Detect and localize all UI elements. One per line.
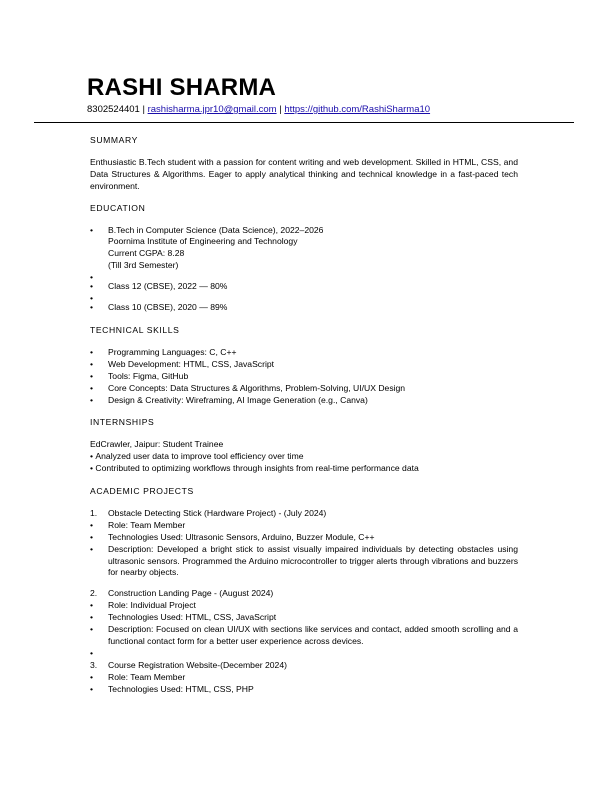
education-list [90,225,518,314]
cgpa: Current CGPA: 8.28 [108,248,185,259]
project-role: • Role: Individual Project [90,600,518,612]
resume-body [90,135,518,696]
semester-note: (Till 3rd Semester) [108,260,179,271]
project-role: • Role: Team Member [90,672,518,684]
section-heading-projects: ACADEMIC PROJECTS [90,486,194,497]
internship-title: EdCrawler, Jaipur: Student Trainee [90,439,224,450]
institute-name: Poornima Institute of Engineering and Technology [108,236,298,247]
project-details [90,600,518,660]
education-degree [90,225,518,273]
spacer [90,475,518,486]
empty-bullet [90,648,518,660]
skills-list [90,347,518,407]
project-title [90,508,518,520]
project-tech: • Technologies Used: HTML, CSS, PHP [90,684,518,696]
degree-title: • B.Tech in Computer Science (Data Science), 2022–2026 [108,224,324,235]
header-divider [34,122,574,123]
skill-item: • Web Development: HTML, CSS, JavaScript [90,359,518,371]
project-tech: • Technologies Used: Ultrasonic Sensors, Arduino, Buzzer Module, C++ [90,532,518,544]
project-title-text: Construction Landing Page - (August 2024) [108,588,274,599]
internship-points [90,451,518,475]
project-description: • Description: Focused on clean UI/UX with sections like services and contact, added smooth scrolling and a functional contact form for a better user experience across devices. [90,624,518,648]
education-class12: • Class 12 (CBSE), 2022 — 80% [90,281,518,293]
skill-item: • Programming Languages: C, C++ [90,347,518,359]
spacer [90,579,518,588]
project-details [90,520,518,580]
project-number: 3. [90,659,98,670]
project-role: • Role: Team Member [90,520,518,532]
summary-text: Enthusiastic B.Tech student with a passion for content writing and web development. Skilled in HTML, CSS, and Data Structures & Algorithms. Eager to apply analytical thinking and technical knowledge in a fast-paced tech environment. [90,156,518,191]
project-details [90,672,518,696]
internship-point: • Analyzed user data to improve tool efficiency over time [90,451,518,463]
section-heading-education: EDUCATION [90,202,146,213]
project-number: 2. [90,588,98,599]
section-heading-skills: TECHNICAL SKILLS [90,324,180,335]
section-heading-internships: INTERNSHIPS [90,417,155,428]
project-title-text: Course Registration Website-(December 2024) [108,659,287,670]
email-link[interactable]: rashisharma.jpr10@gmail.com [147,104,277,115]
project-title-text: Obstacle Detecting Stick (Hardware Project) - (July 2024) [108,507,327,518]
separator: | [139,104,148,115]
contact-line [87,104,430,115]
candidate-name: RASHI SHARMA [87,74,277,101]
spacer [90,314,518,325]
phone-number: 8302524401 [87,104,140,115]
github-link[interactable]: https://github.com/RashiSharma10 [284,104,431,115]
skill-item: • Tools: Figma, GitHub [90,371,518,383]
project-description: • Description: Developed a bright stick to assist visually impaired individuals by detecting obstacles using ultrasonic sensors. Programmed the Arduino microcontroller to trigger alerts through vibrations and buzzers for nearby objects. [90,544,518,580]
project-number: 1. [90,507,98,518]
separator: | [276,104,285,115]
spacer [90,406,518,417]
spacer [90,272,518,281]
skill-item: • Core Concepts: Data Structures & Algorithms, Problem-Solving, UI/UX Design [90,383,518,395]
project-tech: • Technologies Used: HTML, CSS, JavaScript [90,612,518,624]
skill-item: • Design & Creativity: Wireframing, AI Image Generation (e.g., Canva) [90,395,518,407]
education-class10: • Class 10 (CBSE), 2020 — 89% [90,302,518,314]
spacer [90,293,518,302]
internship-point: • Contributed to optimizing workflows through insights from real-time performance data [90,463,518,475]
project-title [90,588,518,600]
section-heading-summary: SUMMARY [90,135,138,145]
project-title [90,660,518,672]
